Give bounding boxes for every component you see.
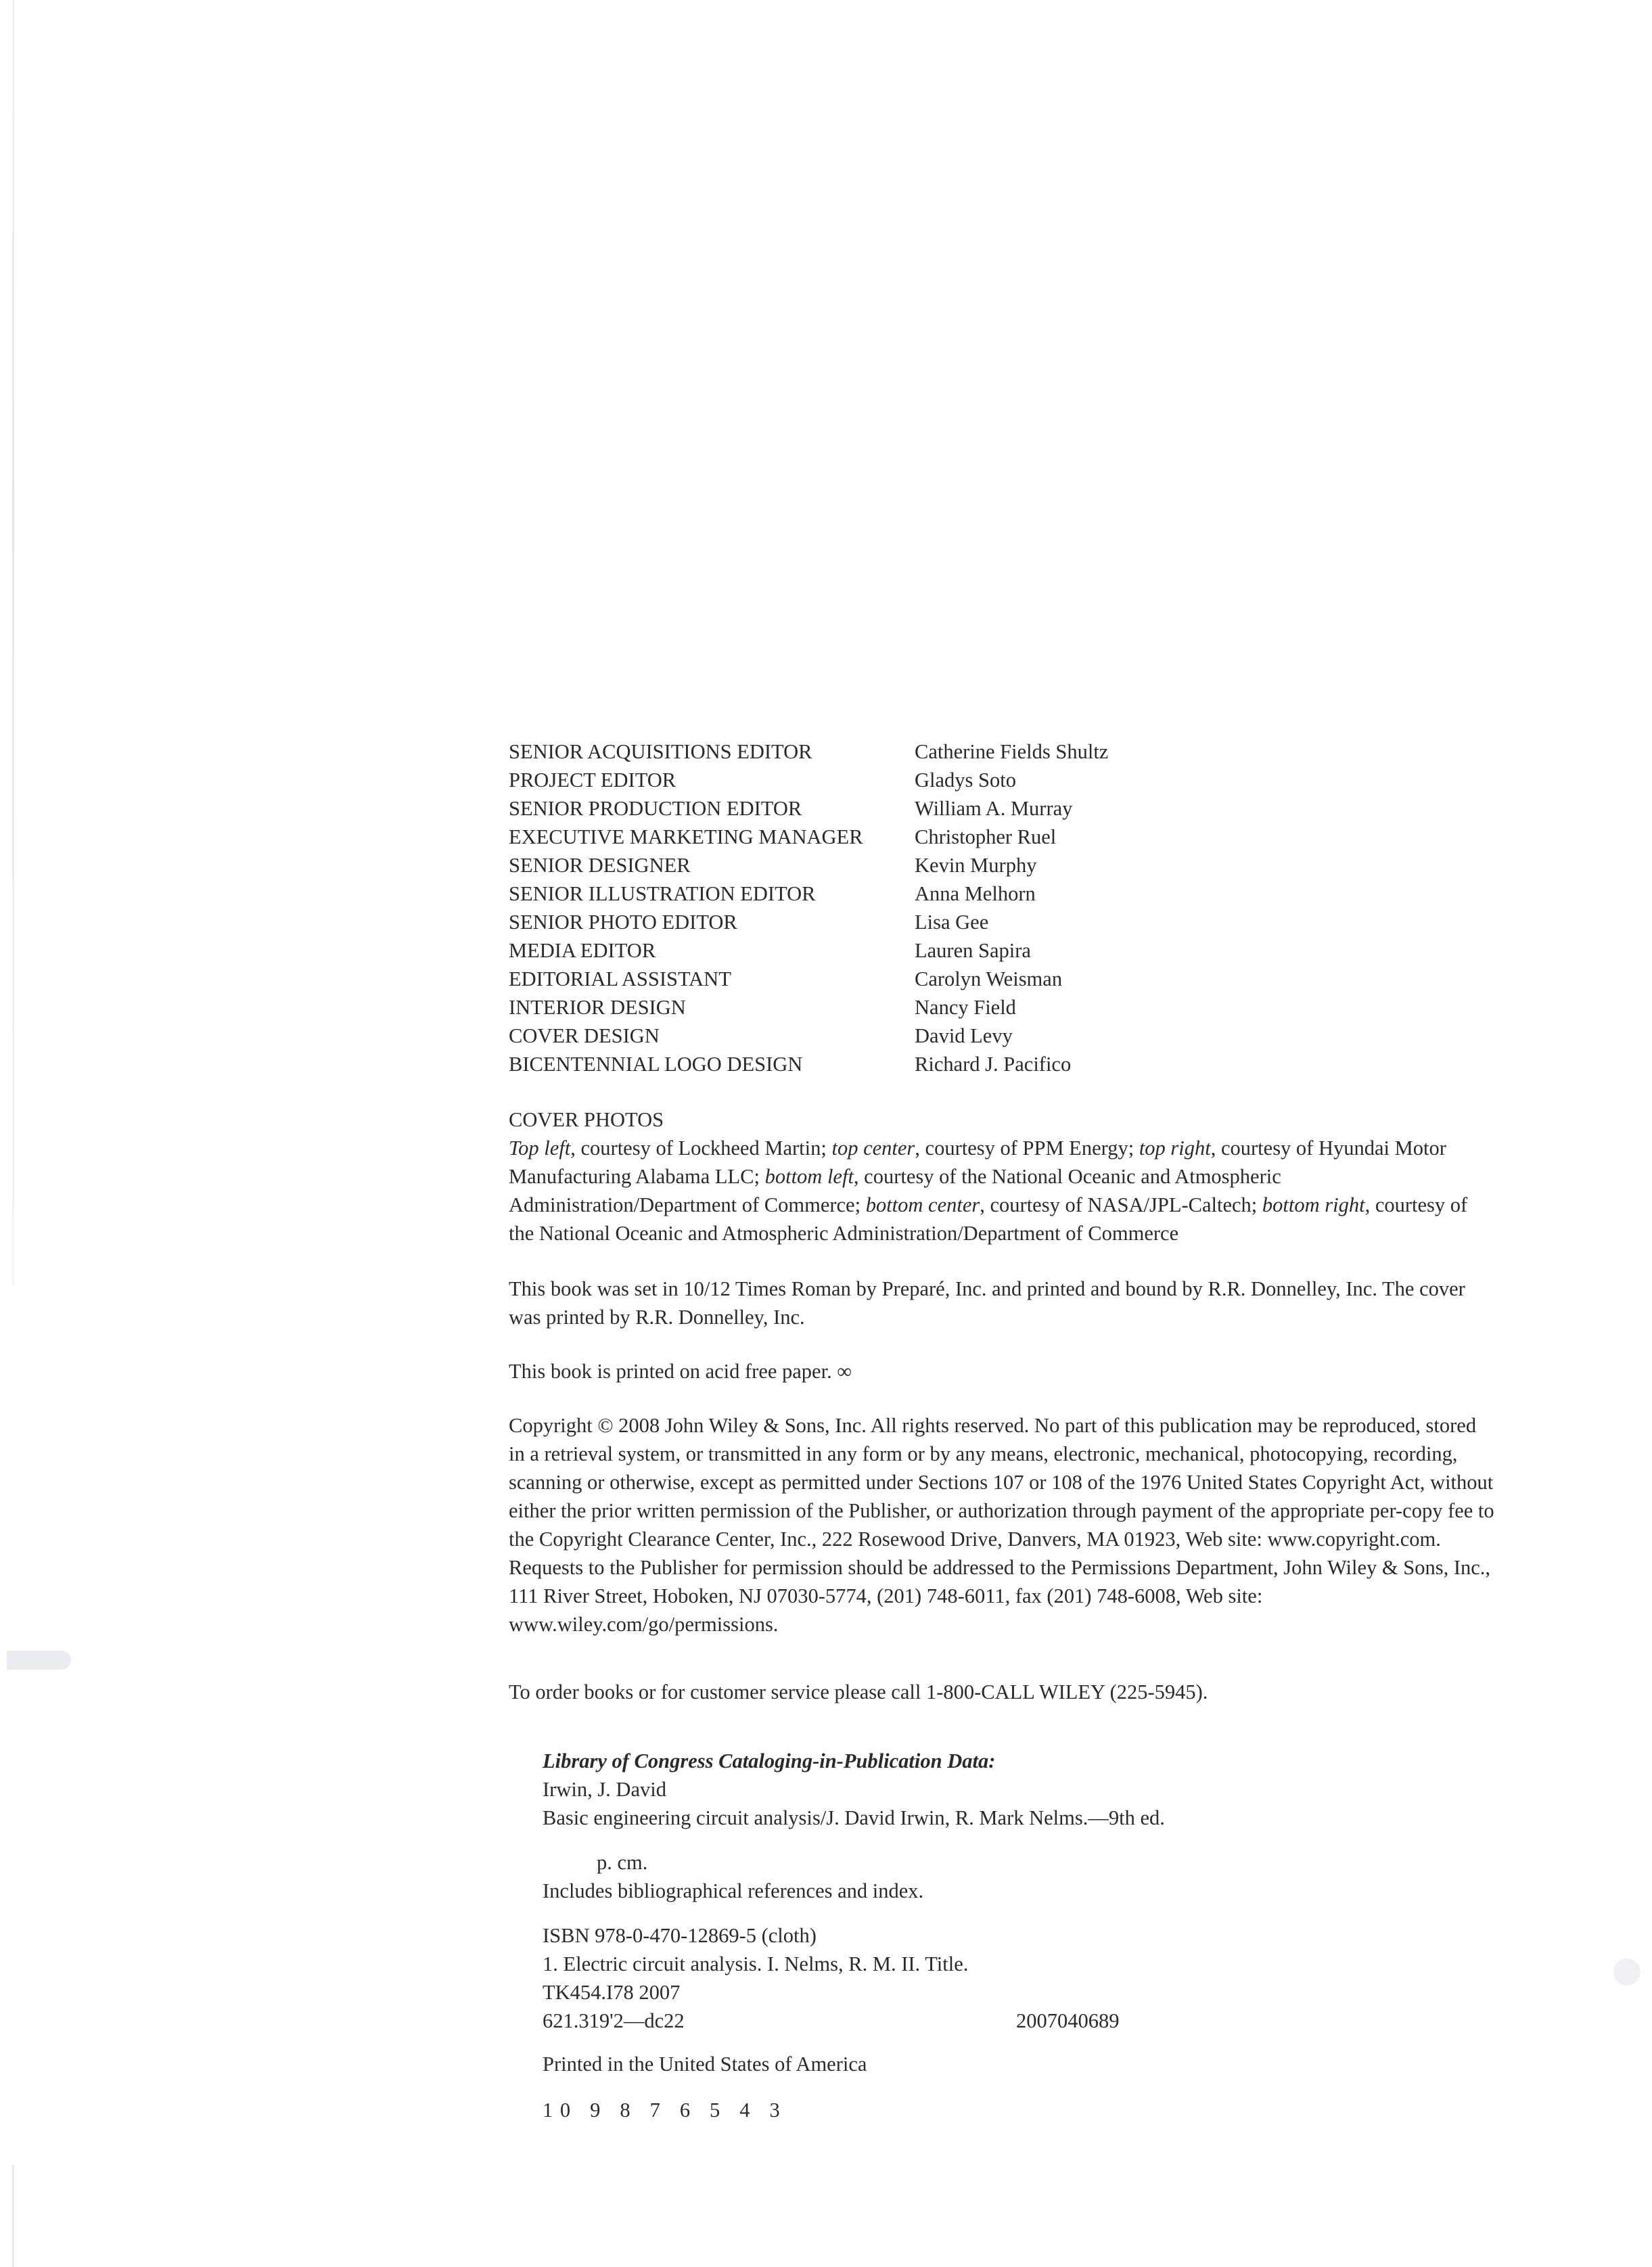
credit-name: William A. Murray [915, 797, 1073, 820]
copyright-notice: Copyright © 2008 John Wiley & Sons, Inc. All rights reserved. No part of this publication may be reproduced, stored in a retrieval system, or transmitted in any form or by any means, electronic, mechanical, photocopying, recording, scanning or otherwise, except as permitted under Sections 107 or 108 of the 1976 United States Copyright Act, without either the prior written permission of the Publisher, or authorization through payment of the appropriate per-copy fee to the Copyright Clearance Center, Inc., 222 Rosewood Drive, Danvers, MA 01923, Web site: www.copyright.com. Requests to the Publisher for permission should be addressed to the Permissions Department, John Wiley & Sons, Inc., 111 River Street, Hoboken, NJ 07030-5774, (201) 748-6011, fax (201) 748-6008, Web site: www.wiley.com/go/permissions. [509, 1414, 1494, 1636]
cover-photos-heading: COVER PHOTOS [509, 1108, 664, 1131]
credit-row [509, 737, 1496, 766]
credit-role: PROJECT EDITOR [509, 769, 676, 792]
credit-name: Nancy Field [915, 996, 1016, 1019]
credit-name: Lisa Gee [915, 911, 989, 934]
credit-name: Carolyn Weisman [915, 967, 1063, 990]
photo-position: bottom right [1262, 1193, 1365, 1216]
credit-name: Gladys Soto [915, 769, 1016, 792]
cip-isbn: ISBN 978-0-470-12869-5 (cloth) [543, 1924, 817, 1947]
credit-role: INTERIOR DESIGN [509, 996, 686, 1019]
credit-name: Anna Melhorn [915, 882, 1036, 905]
cip-dewey-row [543, 2007, 1496, 2035]
credit-role: SENIOR ACQUISITIONS EDITOR [509, 740, 812, 763]
paper-note: This book is printed on acid free paper. ∞ [509, 1360, 852, 1383]
credit-role: BICENTENNIAL LOGO DESIGN [509, 1053, 803, 1076]
cip-pages: p. cm. [597, 1851, 648, 1874]
cip-subjects: 1. Electric circuit analysis. I. Nelms, R. M. II. Title. [543, 1952, 969, 1975]
order-note: To order books or for customer service please call 1-800-CALL WILEY (225-5945). [509, 1680, 1208, 1703]
photo-credit: , courtesy of Lockheed Martin; [570, 1137, 832, 1160]
copyright-page [509, 737, 1496, 2124]
photo-position: top right [1139, 1137, 1211, 1160]
credits-list [509, 737, 1496, 1078]
cip-block [543, 1747, 1496, 2124]
credit-role: SENIOR DESIGNER [509, 854, 691, 877]
credit-row [509, 823, 1496, 851]
photo-position: Top left [509, 1137, 571, 1160]
cip-dewey: 621.319'2—dc22 [543, 2009, 685, 2032]
photo-position: top center [831, 1137, 915, 1160]
scan-artifact-right [1613, 1959, 1640, 1986]
print-line: 10 9 8 7 6 5 4 3 [543, 2099, 787, 2122]
credit-role: SENIOR PHOTO EDITOR [509, 911, 737, 934]
credit-role: EXECUTIVE MARKETING MANAGER [509, 825, 863, 848]
photo-credit: , courtesy of NASA/JPL-Caltech; [980, 1193, 1262, 1216]
credit-row [509, 965, 1496, 993]
photo-position: bottom center [865, 1193, 980, 1216]
credit-role: SENIOR ILLUSTRATION EDITOR [509, 882, 816, 905]
credit-row [509, 794, 1496, 823]
photo-credit: , courtesy of the National Oceanic and Atmospheric Administration/Department of Commerce [509, 1193, 1468, 1245]
credit-name: Kevin Murphy [915, 854, 1037, 877]
cover-photos-section [509, 1105, 1496, 1247]
scan-artifact [7, 1651, 71, 1670]
credit-row [509, 851, 1496, 879]
cip-lc-class: TK454.I78 2007 [543, 1981, 681, 2004]
credit-role: SENIOR PRODUCTION EDITOR [509, 797, 802, 820]
photo-credit: , courtesy of PPM Energy; [915, 1137, 1139, 1160]
cip-title: Basic engineering circuit analysis/J. David Irwin, R. Mark Nelms.—9th ed. [543, 1806, 1165, 1829]
credit-row [509, 766, 1496, 794]
credit-name: Catherine Fields Shultz [915, 740, 1109, 763]
credit-row [509, 908, 1496, 936]
credit-role: MEDIA EDITOR [509, 939, 656, 962]
credit-row [509, 993, 1496, 1022]
credit-row [509, 936, 1496, 965]
scan-edge-shadow-bottom [12, 2165, 14, 2267]
cip-lccn: 2007040689 [1016, 2009, 1120, 2032]
credit-name: David Levy [915, 1024, 1013, 1047]
cover-photos-credits [509, 1134, 1496, 1247]
credit-row [509, 1050, 1496, 1078]
credit-row [509, 1022, 1496, 1050]
credit-name: Lauren Sapira [915, 939, 1031, 962]
credit-name: Christopher Ruel [915, 825, 1057, 848]
credit-name: Richard J. Pacifico [915, 1053, 1072, 1076]
printed-in: Printed in the United States of America [543, 2053, 867, 2076]
cip-includes: Includes bibliographical references and index. [543, 1879, 924, 1902]
credit-role: EDITORIAL ASSISTANT [509, 967, 731, 990]
photo-credit: , courtesy of Hyundai Motor Manufacturing Alabama LLC; [509, 1137, 1446, 1188]
photo-position: bottom left [764, 1165, 854, 1188]
cip-heading: Library of Congress Cataloging-in-Publication Data: [543, 1749, 996, 1772]
credit-role: COVER DESIGN [509, 1024, 660, 1047]
scan-edge-shadow [12, 0, 14, 1285]
typeset-note: This book was set in 10/12 Times Roman by Preparé, Inc. and printed and bound by R.R. Donnelley, Inc. The cover was printed by R.R. Donnelley, Inc. [509, 1277, 1465, 1329]
photo-credit: , courtesy of the National Oceanic and Atmospheric Administration/Department of Commerce; [509, 1165, 1281, 1216]
credit-row [509, 879, 1496, 908]
cip-author: Irwin, J. David [543, 1778, 666, 1801]
